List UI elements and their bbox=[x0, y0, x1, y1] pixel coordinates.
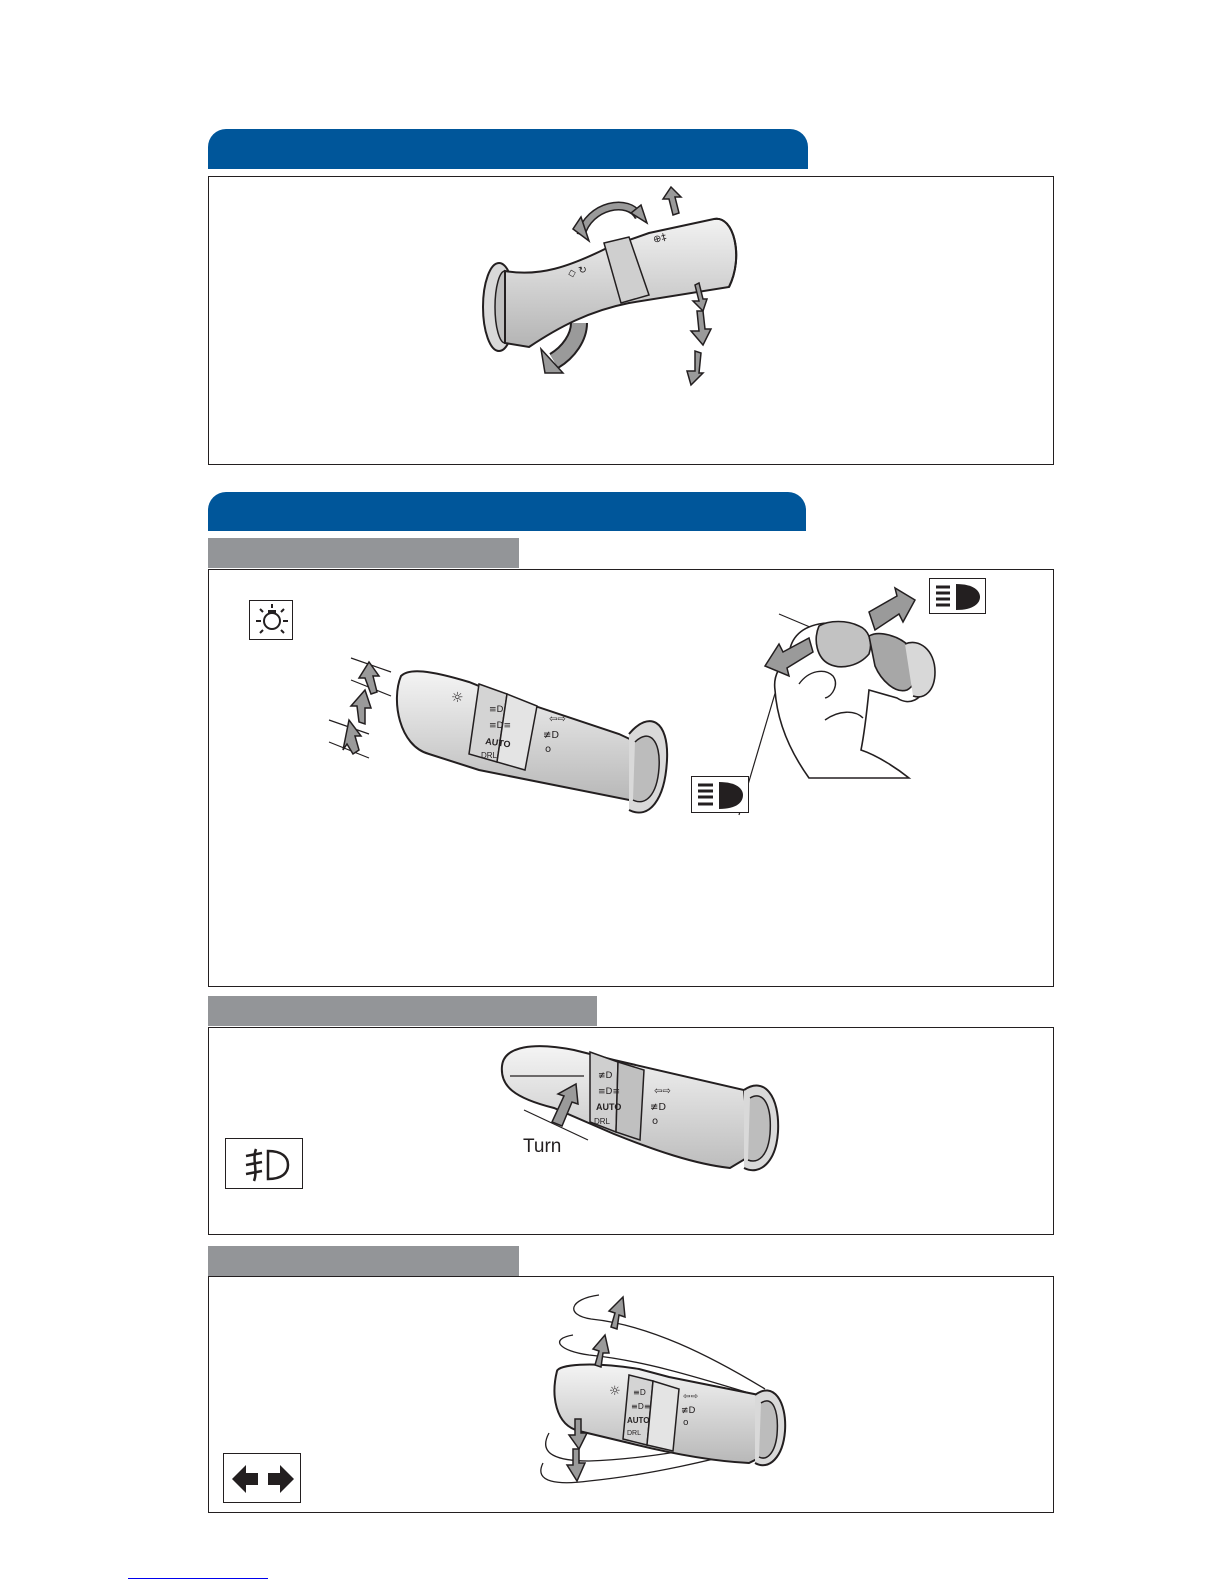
svg-text:☼: ☼ bbox=[609, 1384, 621, 1399]
lights-section-header bbox=[208, 492, 806, 531]
svg-text:≡D: ≡D bbox=[633, 1388, 646, 1397]
wiper-lever-illustration bbox=[209, 177, 1055, 466]
headlamps-panel bbox=[208, 569, 1054, 987]
svg-text:⊕‡: ⊕‡ bbox=[651, 231, 668, 246]
bottom-link-underline[interactable] bbox=[128, 1578, 268, 1579]
headlamps-subheader bbox=[208, 538, 519, 568]
svg-text:AUTO: AUTO bbox=[627, 1416, 650, 1425]
svg-text:◇ ↻: ◇ ↻ bbox=[566, 264, 589, 280]
svg-text:≡D≡: ≡D≡ bbox=[598, 1087, 621, 1097]
svg-text:AUTO: AUTO bbox=[596, 1102, 622, 1112]
flash-high-beam-icon bbox=[691, 776, 749, 813]
svg-text:AUTO: AUTO bbox=[484, 736, 512, 750]
svg-text:DRL: DRL bbox=[627, 1430, 642, 1437]
svg-text:o: o bbox=[545, 744, 552, 755]
fog-lever-illustration bbox=[494, 1036, 794, 1206]
fog-lights-subheader bbox=[208, 996, 597, 1026]
svg-text:DRL: DRL bbox=[481, 751, 498, 760]
svg-text:≢D: ≢D bbox=[543, 730, 560, 741]
svg-text:≡D≡: ≡D≡ bbox=[631, 1402, 651, 1411]
turn-signal-lever-illustration bbox=[529, 1285, 799, 1485]
light-bulb-icon bbox=[249, 600, 293, 640]
svg-text:☼: ☼ bbox=[451, 690, 464, 706]
fog-light-icon bbox=[225, 1138, 303, 1189]
svg-text:⇦⇨: ⇦⇨ bbox=[683, 1392, 699, 1402]
svg-text:DRL: DRL bbox=[594, 1117, 611, 1126]
wiper-panel bbox=[208, 176, 1054, 465]
svg-text:≡D≡: ≡D≡ bbox=[489, 721, 512, 731]
svg-text:⇦⇨: ⇦⇨ bbox=[549, 714, 566, 725]
svg-text:≢D: ≢D bbox=[598, 1071, 613, 1081]
wiper-section-header bbox=[208, 129, 808, 169]
turn-signals-panel bbox=[208, 1276, 1054, 1513]
turn-label: Turn bbox=[523, 1136, 562, 1157]
turn-signals-subheader bbox=[208, 1246, 519, 1276]
fog-lights-panel bbox=[208, 1027, 1054, 1235]
svg-text:≢D: ≢D bbox=[650, 1102, 667, 1113]
svg-text:≡D: ≡D bbox=[489, 705, 504, 715]
svg-text:⇦⇨: ⇦⇨ bbox=[654, 1086, 671, 1097]
headlamp-lever-illustration bbox=[329, 650, 689, 840]
svg-text:≢D: ≢D bbox=[681, 1406, 696, 1416]
turn-signal-arrows-icon bbox=[223, 1453, 301, 1503]
svg-text:o: o bbox=[683, 1418, 689, 1428]
high-beam-hand-illustration bbox=[729, 580, 969, 780]
svg-text:o: o bbox=[652, 1116, 659, 1127]
